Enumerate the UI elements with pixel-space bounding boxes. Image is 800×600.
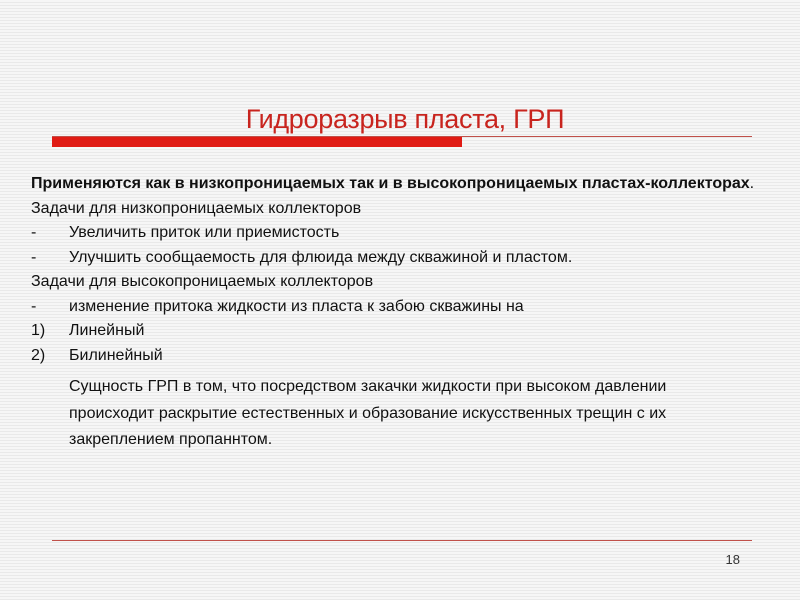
list-item bbox=[31, 344, 771, 369]
slide-body bbox=[31, 172, 771, 454]
low-perm-heading: Задачи для низкопроницаемых коллекторов bbox=[31, 199, 362, 217]
high-perm-heading: Задачи для высокопроницаемых коллекторов bbox=[31, 273, 374, 290]
list-marker: - bbox=[31, 224, 37, 241]
list-item-text: Билинейный bbox=[69, 346, 163, 364]
list-item bbox=[31, 295, 771, 320]
list-item-text: Улучшить сообщаемость для флюида между скважиной и пластом. bbox=[69, 248, 573, 266]
list-item bbox=[31, 221, 771, 246]
intro-text: Применяются как в низкопроницаемых так и в высокопроницаемых пластах-коллекторах bbox=[31, 175, 750, 192]
intro-line bbox=[31, 172, 771, 197]
list-marker: - bbox=[31, 297, 37, 315]
slide-title: Гидроразрыв пласта, ГРП bbox=[245, 104, 565, 134]
summary-paragraph: Сущность ГРП в том, что посредством закачки жидкости при высоком давлении происходит раскрытие естественных и образование искусственных трещин с их закреплением пропаннтом. bbox=[69, 378, 667, 448]
list-marker: - bbox=[31, 248, 37, 266]
list-marker: 1) bbox=[31, 322, 46, 339]
title-accent-bar bbox=[52, 137, 462, 147]
list-item-text: изменение притока жидкости из пласта к забою скважины на bbox=[69, 297, 524, 315]
footer-rule bbox=[52, 540, 752, 541]
page-number: 18 bbox=[725, 552, 740, 567]
list-marker: 2) bbox=[31, 346, 46, 364]
list-item-text: Увеличить приток или приемистость bbox=[69, 224, 340, 241]
list-item bbox=[31, 319, 771, 344]
list-item bbox=[31, 246, 771, 271]
intro-period: . bbox=[749, 175, 755, 192]
list-item-text: Линейный bbox=[69, 322, 145, 339]
